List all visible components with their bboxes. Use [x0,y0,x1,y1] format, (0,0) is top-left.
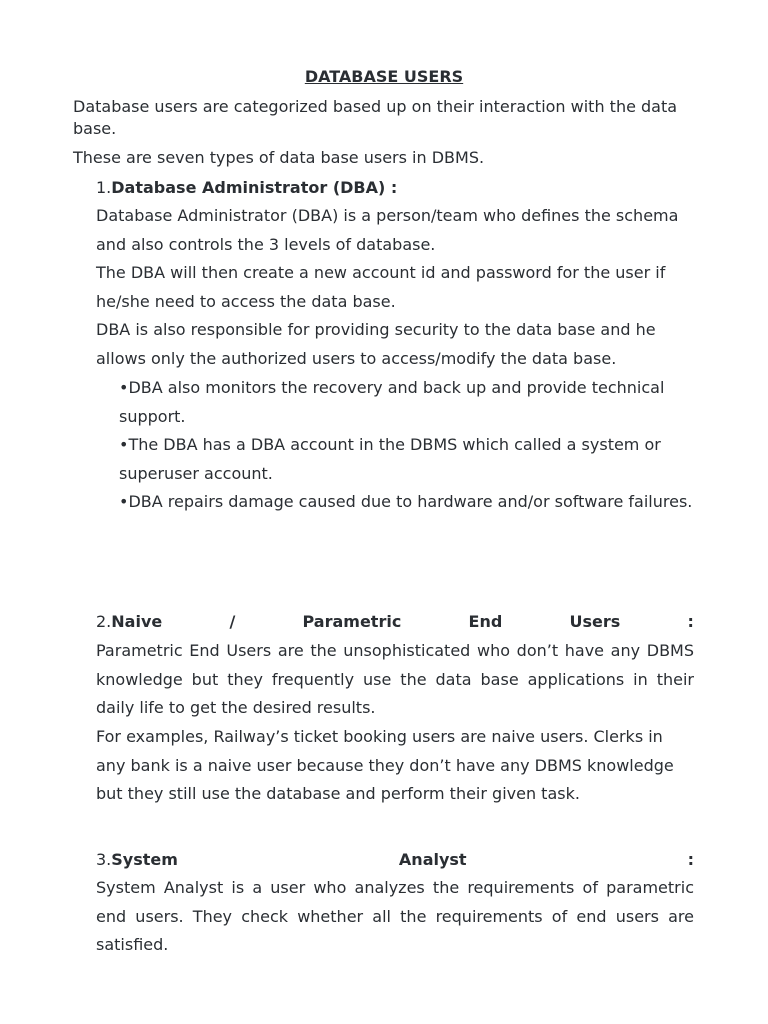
intro-paragraph: Database users are categorized based up on their interaction with the data base. [73,97,678,138]
section2-number: 2. [96,612,112,631]
section1-paragraph-2: The DBA will then create a new account id and password for the user if he/she need to access the data base. [96,263,666,311]
section1-heading [96,174,694,203]
section2-paragraph-1: Parametric End Users are the unsophisticated who don’t have any DBMS knowledge but they frequently use the data base applications in their daily life to get the desired results. [96,641,694,718]
section2-heading-word: Naive [111,612,163,631]
section3-heading-word: : [687,850,694,869]
section2-heading-first [96,608,162,637]
section3-heading-first [96,846,178,875]
section2-heading [96,608,694,637]
section3-heading-word: Analyst [398,850,467,869]
section2-heading-word: End [468,612,503,631]
section1-number: 1. [96,178,112,197]
section2-heading-word: Users [569,612,621,631]
section2-paragraph-2: For examples, Railway’s ticket booking users are naive users. Clerks in any bank is a naive user because they don’t have any DBMS knowledge but they still use the database and perform their given task. [96,727,674,804]
section3-number: 3. [96,850,112,869]
section2-heading-word: Parametric [302,612,402,631]
section2-heading-word: : [687,612,694,631]
bullet-item: •DBA repairs damage caused due to hardware and/or software failures. [119,492,693,511]
section1-heading-text: Database Administrator (DBA) : [111,178,398,197]
section3-heading [96,846,694,875]
section3-paragraph-1: System Analyst is a user who analyzes the requirements of parametric end users. They check whether all the requirements of end users are satisfied. [96,878,694,955]
section2-heading-word: / [229,612,236,631]
intro-types-line: These are seven types of data base users in DBMS. [73,148,485,167]
bullet-item: •The DBA has a DBA account in the DBMS which called a system or superuser account. [119,435,661,483]
page-title: DATABASE USERS [304,67,464,86]
bullet-item: •DBA also monitors the recovery and back up and provide technical support. [119,378,665,426]
section1-paragraph-3: DBA is also responsible for providing security to the data base and he allows only the authorized users to access/modify the data base. [96,320,656,368]
section3-heading-word: System [111,850,178,869]
section1-paragraph-1: Database Administrator (DBA) is a person/team who defines the schema and also controls the 3 levels of database. [96,206,679,254]
